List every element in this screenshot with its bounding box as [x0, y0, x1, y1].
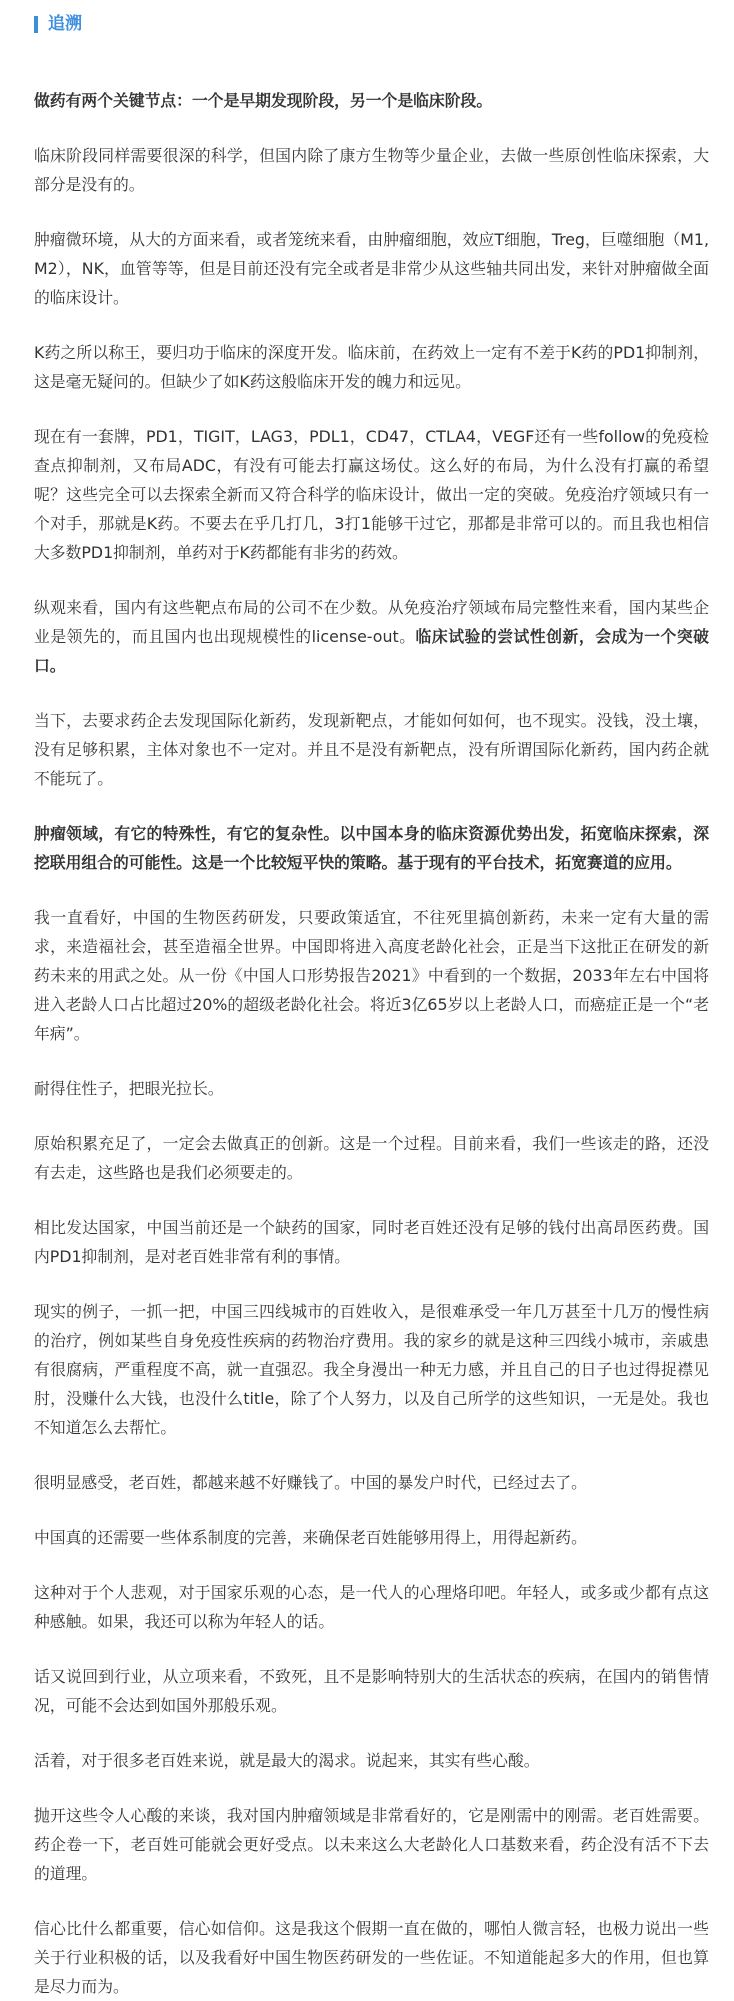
- body-text: 中国真的还需要一些体系制度的完善，来确保老百姓能够用得上，用得起新药。: [34, 1528, 587, 1547]
- paragraph-gap: [34, 1636, 709, 1662]
- body-text: 我一直看好，中国的生物医药研发，只要政策适宜，不往死里搞创新药，未来一定有大量的需求，来造福社会，甚至造福全世界。中国即将进入高度老龄化社会，正是当下这批正在研发的新药未来的用武之处。从一份《中国人口形势报告2021》中看到的一个数据，2033年左右中国将进入老龄人口占比超过20%的超级老龄化社会。将近3亿65岁以上老龄人口，而癌症正是一个“老年病”。: [34, 908, 709, 1043]
- body-text: 信心比什么都重要，信心如信仰。这是我这个假期一直在做的，哪怕人微言轻，也极力说出一些关于行业积极的话，以及我看好中国生物医药研发的一些佐证。不知道能起多大的作用，但也算是尽力而为。: [34, 1919, 709, 1996]
- paragraph-gap: [34, 680, 709, 706]
- paragraph: [34, 1914, 709, 2001]
- paragraph: [34, 1662, 709, 1720]
- paragraph-gap: [34, 1497, 709, 1523]
- paragraph-gap: [34, 1271, 709, 1297]
- paragraph: [34, 706, 709, 793]
- bold-text: 临床试验的尝试性创新，会成为一个突破口。: [34, 627, 709, 675]
- body-text: 很明显感受，老百姓，都越来越不好赚钱了。中国的暴发户时代，已经过去了。: [34, 1473, 587, 1492]
- paragraph: [34, 593, 709, 680]
- body-text: 活着，对于很多老百姓来说，就是最大的渴求。说起来，其实有些心酸。: [34, 1751, 540, 1770]
- paragraph: [34, 1213, 709, 1271]
- article-body: [34, 46, 709, 2001]
- paragraph: [34, 1468, 709, 1497]
- paragraph-gap: [34, 1720, 709, 1746]
- paragraph-gap: [34, 115, 709, 141]
- body-text: 肿瘤微环境，从大的方面来看，或者笼统来看，由肿瘤细胞，效应T细胞，Treg，巨噬细胞（M1,M2），NK，血管等等，但是目前还没有完全或者是非常少从这些轴共同出发，来针对肿瘤做全面的临床设计。: [34, 230, 709, 307]
- body-text: 原始积累充足了，一定会去做真正的创新。这是一个过程。目前来看，我们一些该走的路，还没有去走，这些路也是我们必须要走的。: [34, 1134, 709, 1182]
- bold-text: 做药有两个关键节点：一个是早期发现阶段，另一个是临床阶段。: [34, 91, 493, 110]
- paragraph-gap: [34, 396, 709, 422]
- paragraph: [34, 1746, 709, 1775]
- section-header: [34, 0, 709, 46]
- body-text: 当下，去要求药企去发现国际化新药，发现新靶点，才能如何如何，也不现实。没钱，没土壤，没有足够积累，主体对象也不一定对。并且不是没有新靶点，没有所谓国际化新药，国内药企就不能玩了。: [34, 711, 709, 788]
- body-text: 相比发达国家，中国当前还是一个缺药的国家，同时老百姓还没有足够的钱付出高昂医药费。国内PD1抑制剂，是对老百姓非常有利的事情。: [34, 1218, 709, 1266]
- paragraph: [34, 86, 709, 115]
- bold-text: 肿瘤领域，有它的特殊性，有它的复杂性。以中国本身的临床资源优势出发，拓宽临床探索，深挖联用组合的可能性。这是一个比较短平快的策略。基于现有的平台技术，拓宽赛道的应用。: [34, 824, 709, 872]
- body-text: 这种对于个人悲观，对于国家乐观的心态，是一代人的心理烙印吧。年轻人，或多或少都有点这种感触。如果，我还可以称为年轻人的话。: [34, 1583, 709, 1631]
- paragraph: [34, 338, 709, 396]
- paragraph-gap: [34, 1442, 709, 1468]
- paragraph-gap: [34, 199, 709, 225]
- paragraph-gap: [34, 877, 709, 903]
- body-text: 现实的例子，一抓一把，中国三四线城市的百姓收入，是很难承受一年几万甚至十几万的慢性病的治疗，例如某些自身免疫性疾病的药物治疗费用。我的家乡的就是这种三四线小城市，亲戚患有很腐病，严重程度不高，就一直强忍。我全身漫出一种无力感，并且自己的日子也过得捉襟见肘，没赚什么大钱，也没什么title，除了个人努力，以及自己所学的这些知识，一无是处。我也不知道怎么去帮忙。: [34, 1302, 709, 1437]
- paragraph-gap: [34, 793, 709, 819]
- paragraph-gap: [34, 1888, 709, 1914]
- section-title: 追溯: [48, 14, 82, 34]
- body-text: 话又说回到行业，从立项来看，不致死，且不是影响特别大的生活状态的疾病，在国内的销售情况，可能不会达到如国外那般乐观。: [34, 1667, 709, 1715]
- paragraph: [34, 1074, 709, 1103]
- paragraph: [34, 903, 709, 1048]
- paragraph-gap: [34, 1103, 709, 1129]
- paragraph: [34, 141, 709, 199]
- paragraph: [34, 1297, 709, 1442]
- body-text: 耐得住性子，把眼光拉长。: [34, 1079, 224, 1098]
- section-accent-bar: [34, 16, 38, 33]
- body-text: K药之所以称王，要归功于临床的深度开发。临床前，在药效上一定有不差于K药的PD1抑制剂，这是毫无疑问的。但缺少了如K药这般临床开发的魄力和远见。: [34, 343, 709, 391]
- paragraph: [34, 1523, 709, 1552]
- paragraph-gap: [34, 567, 709, 593]
- paragraph: [34, 1801, 709, 1888]
- paragraph-gap: [34, 312, 709, 338]
- body-text: 纵观来看，国内有这些靶点布局的公司不在少数。从免疫治疗领域布局完整性来看，国内某些企业是领先的，而且国内也出现规模性的license-out。: [34, 598, 709, 646]
- body-text: 抛开这些令人心酸的来谈，我对国内肿瘤领域是非常看好的，它是刚需中的刚需。老百姓需要。药企卷一下，老百姓可能就会更好受点。以未来这么大老龄化人口基数来看，药企没有活不下去的道理。: [34, 1806, 709, 1883]
- paragraph: [34, 1129, 709, 1187]
- body-text: 现在有一套牌，PD1，TIGIT，LAG3，PDL1，CD47，CTLA4，VEGF还有一些follow的免疫检查点抑制剂，又布局ADC，有没有可能去打赢这场仗。这么好的布局，为什么没有打赢的希望呢？这些完全可以去探索全新而又符合科学的临床设计，做出一定的突破。免疫治疗领域只有一个对手，那就是K药。不要去在乎几打几，3打1能够干过它，那都是非常可以的。而且我也相信大多数PD1抑制剂，单药对于K药都能有非劣的药效。: [34, 427, 709, 562]
- paragraph-gap: [34, 1187, 709, 1213]
- paragraph-gap: [34, 1552, 709, 1578]
- paragraph: [34, 1578, 709, 1636]
- paragraph: [34, 225, 709, 312]
- paragraph-gap: [34, 1048, 709, 1074]
- paragraph-gap: [34, 1775, 709, 1801]
- paragraph: [34, 819, 709, 877]
- paragraph: [34, 422, 709, 567]
- body-text: 临床阶段同样需要很深的科学，但国内除了康方生物等少量企业，去做一些原创性临床探索，大部分是没有的。: [34, 146, 709, 194]
- paragraph-gap: [34, 46, 709, 86]
